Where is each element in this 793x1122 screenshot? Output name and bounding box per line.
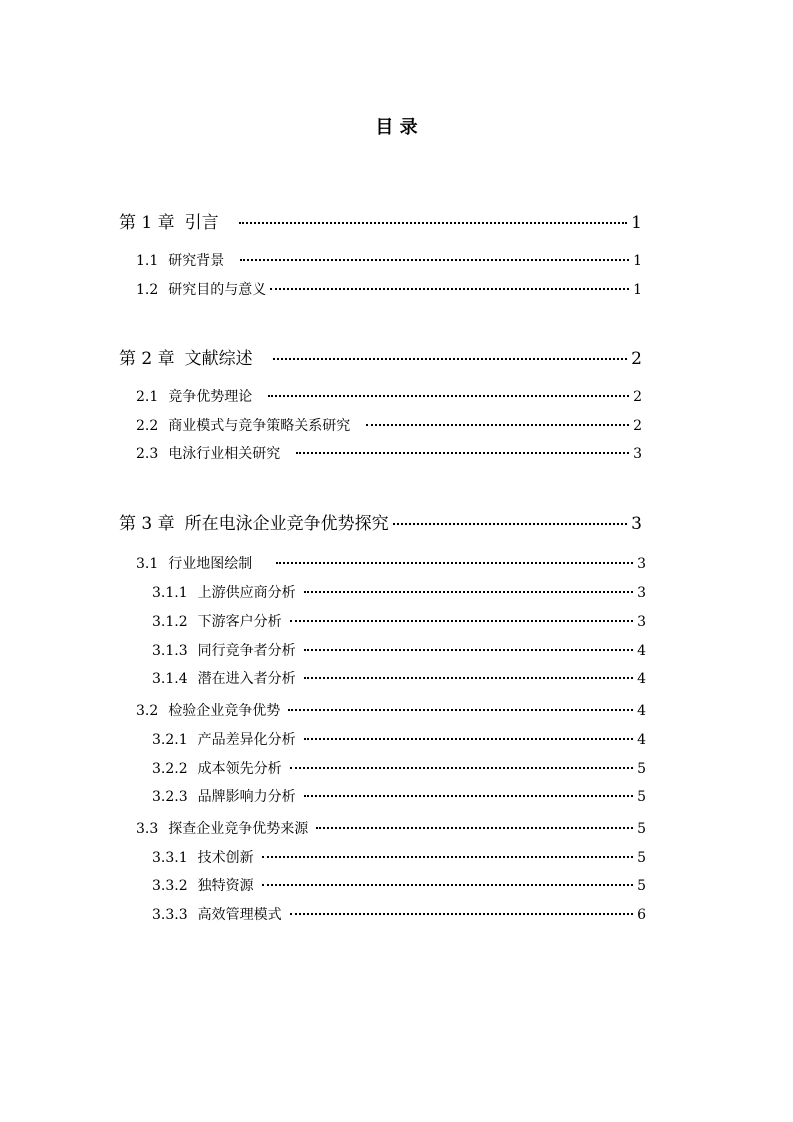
toc-entry-number: 1.2 [136,282,159,298]
toc-entry-title: 研究目的与意义 [168,282,267,298]
toc-entry-page: 5 [637,821,646,837]
dot-leader [290,767,633,769]
toc-entry-number: 3.3.1 [152,850,188,866]
toc-entry-number: 第 3 章 [119,514,175,534]
toc-entry-title: 电泳行业相关研究 [168,446,281,462]
toc-entry-title: 探查企业竞争优势来源 [168,821,309,837]
toc-entry-title: 成本领先分析 [197,761,282,777]
toc-entry-title: 检验企业竞争优势 [168,703,281,719]
dot-leader [290,620,633,622]
toc-entry-number: 2.3 [136,446,159,462]
toc-entry-page: 3 [633,446,642,462]
toc-entry-page: 2 [631,349,642,369]
toc-entry-page: 2 [633,418,642,434]
toc-entry-section-3-2[interactable] [136,700,646,720]
toc-entry-page: 3 [637,556,646,572]
dot-leader [288,709,633,711]
dot-leader [304,591,633,593]
toc-entry-page: 5 [637,850,646,866]
dot-leader [296,452,629,454]
toc-entry-subsection-3-3-3[interactable] [152,904,646,924]
toc-entry-page: 3 [631,514,642,534]
toc-entry-page: 4 [637,643,646,659]
toc-entry-number: 3.3.2 [152,878,188,894]
toc-entry-chapter-2[interactable] [119,344,642,369]
dot-leader [270,288,629,290]
dot-leader [393,523,628,525]
toc-entry-chapter-3[interactable] [119,509,642,534]
toc-entry-subsection-3-1-2[interactable] [152,611,646,631]
toc-entry-section-1-2[interactable] [136,279,642,299]
toc-entry-number: 2.2 [136,418,159,434]
dot-leader [290,913,633,915]
toc-entry-page: 4 [637,732,646,748]
toc-entry-title: 高效管理模式 [197,907,282,923]
toc-entry-title: 同行竞争者分析 [197,643,296,659]
toc-entry-subsection-3-2-2[interactable] [152,758,646,778]
toc-entry-section-3-3[interactable] [136,818,646,838]
toc-entry-page: 5 [637,789,646,805]
toc-entry-subsection-3-1-4[interactable] [152,668,646,688]
dot-leader [240,259,629,261]
toc-entry-number: 3.3 [136,821,159,837]
toc-entry-subsection-3-1-1[interactable] [152,582,646,602]
toc-entry-title: 产品差异化分析 [197,732,296,748]
toc-entry-number: 第 2 章 [119,349,175,369]
toc-entry-title: 品牌影响力分析 [197,789,296,805]
toc-entry-section-2-3[interactable] [136,443,642,463]
toc-entry-number: 3.1.2 [152,614,188,630]
dot-leader [304,649,633,651]
toc-entry-section-3-1[interactable] [136,553,646,573]
toc-entry-title: 下游客户分析 [197,614,282,630]
toc-entry-title: 所在电泳企业竞争优势探究 [184,514,389,534]
toc-entry-subsection-3-3-2[interactable] [152,875,646,895]
toc-entry-page: 4 [637,703,646,719]
toc-entry-page: 6 [637,907,646,923]
toc-entry-title: 潜在进入者分析 [197,671,296,687]
dot-leader [366,424,629,426]
toc-entry-page: 5 [637,761,646,777]
dot-leader [304,677,633,679]
toc-entry-number: 3.1.3 [152,643,188,659]
toc-entry-section-2-2[interactable] [136,415,642,435]
dot-leader [316,827,633,829]
toc-entry-title: 行业地图绘制 [168,556,253,572]
dot-leader [262,884,633,886]
toc-entry-section-1-1[interactable] [136,250,642,270]
toc-entry-number: 3.2.2 [152,761,188,777]
toc-entry-page: 2 [633,389,642,405]
dot-leader [304,795,633,797]
toc-entry-page: 3 [637,614,646,630]
toc-entry-subsection-3-1-3[interactable] [152,640,646,660]
toc-entry-subsection-3-3-1[interactable] [152,847,646,867]
toc-entry-title: 技术创新 [197,850,254,866]
toc-entry-chapter-1[interactable] [119,208,642,233]
toc-entry-title: 上游供应商分析 [197,585,296,601]
toc-entry-number: 3.1 [136,556,159,572]
toc-entry-page: 1 [633,253,642,269]
toc-entry-title: 商业模式与竞争策略关系研究 [168,418,351,434]
toc-entry-number: 3.1.4 [152,671,188,687]
dot-leader [268,395,629,397]
toc-entry-page: 1 [631,213,642,233]
dot-leader [304,738,633,740]
toc-entry-number: 3.2 [136,703,159,719]
toc-entry-page: 1 [633,282,642,298]
toc-entry-title: 文献综述 [184,349,253,369]
toc-entry-title: 独特资源 [197,878,254,894]
toc-entry-number: 3.1.1 [152,585,188,601]
toc-entry-page: 4 [637,671,646,687]
toc-entry-title: 引言 [184,213,219,233]
toc-entry-number: 3.2.1 [152,732,188,748]
toc-entry-page: 3 [637,585,646,601]
dot-leader [273,358,628,360]
dot-leader [239,222,628,224]
toc-entry-number: 3.3.3 [152,907,188,923]
toc-entry-number: 2.1 [136,389,159,405]
page-title: 目 录 [375,117,418,138]
dot-leader [276,562,633,564]
toc-entry-number: 第 1 章 [119,213,175,233]
dot-leader [262,856,633,858]
toc-entry-title: 竞争优势理论 [168,389,253,405]
toc-entry-number: 1.1 [136,253,159,269]
toc-entry-number: 3.2.3 [152,789,188,805]
toc-entry-subsection-3-2-1[interactable] [152,729,646,749]
toc-entry-title: 研究背景 [168,253,225,269]
toc-entry-section-2-1[interactable] [136,386,642,406]
toc-entry-page: 5 [637,878,646,894]
toc-entry-subsection-3-2-3[interactable] [152,786,646,806]
